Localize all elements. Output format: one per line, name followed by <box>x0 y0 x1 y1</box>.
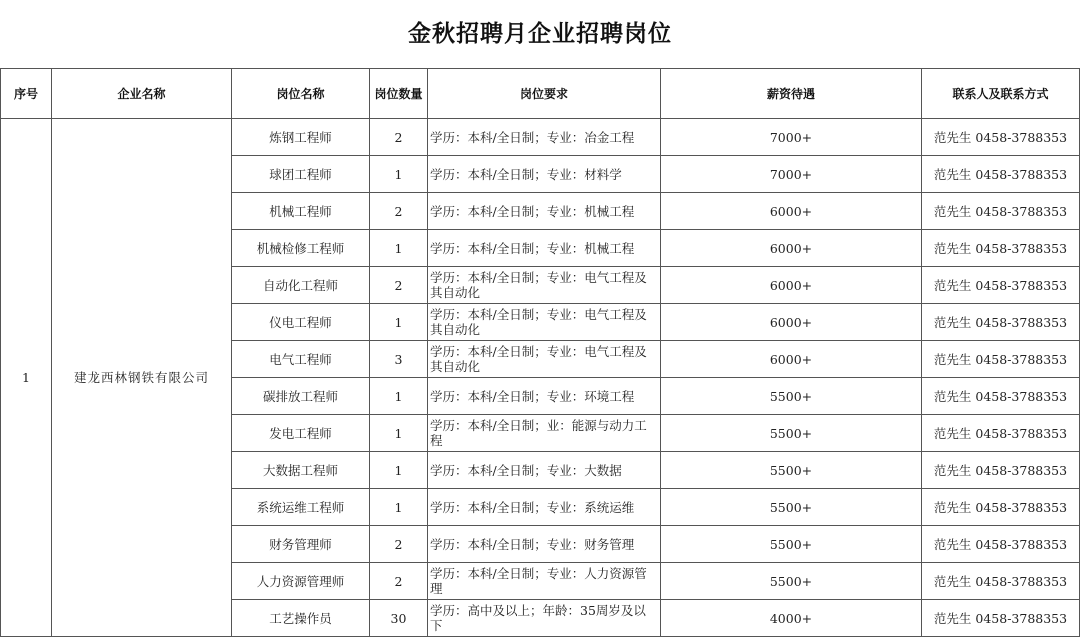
cell-contact: 范先生 0458-3788353 <box>922 267 1080 304</box>
cell-requirement: 学历：高中及以上；年龄：35周岁及以下 <box>428 600 661 637</box>
cell-requirement: 学历：本科/全日制；专业：机械工程 <box>428 230 661 267</box>
cell-count: 1 <box>370 230 428 267</box>
header-requirement: 岗位要求 <box>428 69 661 119</box>
cell-requirement: 学历：本科/全日制；专业：大数据 <box>428 452 661 489</box>
cell-count: 2 <box>370 193 428 230</box>
cell-requirement: 学历：本科/全日制；专业：电气工程及其自动化 <box>428 341 661 378</box>
cell-contact: 范先生 0458-3788353 <box>922 452 1080 489</box>
cell-requirement: 学历：本科/全日制；业：能源与动力工程 <box>428 415 661 452</box>
cell-contact: 范先生 0458-3788353 <box>922 230 1080 267</box>
cell-contact: 范先生 0458-3788353 <box>922 119 1080 156</box>
cell-count: 1 <box>370 304 428 341</box>
cell-contact: 范先生 0458-3788353 <box>922 415 1080 452</box>
cell-requirement: 学历：本科/全日制；专业：电气工程及其自动化 <box>428 267 661 304</box>
cell-count: 30 <box>370 600 428 637</box>
cell-salary: 7000+ <box>661 156 922 193</box>
header-row <box>1 69 1080 119</box>
cell-contact: 范先生 0458-3788353 <box>922 489 1080 526</box>
cell-salary: 6000+ <box>661 304 922 341</box>
cell-salary: 5500+ <box>661 452 922 489</box>
header-seq: 序号 <box>1 69 52 119</box>
cell-contact: 范先生 0458-3788353 <box>922 600 1080 637</box>
cell-count: 1 <box>370 489 428 526</box>
cell-salary: 5500+ <box>661 563 922 600</box>
cell-position: 碳排放工程师 <box>232 378 370 415</box>
cell-salary: 7000+ <box>661 119 922 156</box>
table-row <box>1 119 1080 156</box>
cell-contact: 范先生 0458-3788353 <box>922 156 1080 193</box>
cell-position: 系统运维工程师 <box>232 489 370 526</box>
cell-contact: 范先生 0458-3788353 <box>922 304 1080 341</box>
header-contact: 联系人及联系方式 <box>922 69 1080 119</box>
cell-position: 大数据工程师 <box>232 452 370 489</box>
page-title: 金秋招聘月企业招聘岗位 <box>408 21 672 47</box>
cell-company: 建龙西林钢铁有限公司 <box>52 119 232 637</box>
cell-count: 1 <box>370 156 428 193</box>
cell-position: 发电工程师 <box>232 415 370 452</box>
cell-count: 3 <box>370 341 428 378</box>
cell-requirement: 学历：本科/全日制；专业：系统运维 <box>428 489 661 526</box>
cell-contact: 范先生 0458-3788353 <box>922 378 1080 415</box>
cell-contact: 范先生 0458-3788353 <box>922 563 1080 600</box>
cell-contact: 范先生 0458-3788353 <box>922 526 1080 563</box>
cell-position: 机械检修工程师 <box>232 230 370 267</box>
header-salary: 薪资待遇 <box>661 69 922 119</box>
cell-requirement: 学历：本科/全日制；专业：财务管理 <box>428 526 661 563</box>
cell-requirement: 学历：本科/全日制；专业：电气工程及其自动化 <box>428 304 661 341</box>
cell-position: 财务管理师 <box>232 526 370 563</box>
cell-salary: 6000+ <box>661 230 922 267</box>
cell-requirement: 学历：本科/全日制；专业：冶金工程 <box>428 119 661 156</box>
cell-position: 仪电工程师 <box>232 304 370 341</box>
cell-salary: 5500+ <box>661 378 922 415</box>
cell-position: 人力资源管理师 <box>232 563 370 600</box>
cell-contact: 范先生 0458-3788353 <box>922 193 1080 230</box>
cell-seq: 1 <box>1 119 52 637</box>
cell-requirement: 学历：本科/全日制；专业：材料学 <box>428 156 661 193</box>
jobs-table <box>0 68 1080 637</box>
cell-count: 2 <box>370 563 428 600</box>
cell-salary: 4000+ <box>661 600 922 637</box>
cell-contact: 范先生 0458-3788353 <box>922 341 1080 378</box>
cell-salary: 5500+ <box>661 415 922 452</box>
cell-salary: 6000+ <box>661 267 922 304</box>
cell-salary: 5500+ <box>661 526 922 563</box>
cell-position: 炼钢工程师 <box>232 119 370 156</box>
cell-position: 电气工程师 <box>232 341 370 378</box>
cell-salary: 6000+ <box>661 193 922 230</box>
cell-count: 2 <box>370 119 428 156</box>
cell-position: 球团工程师 <box>232 156 370 193</box>
cell-salary: 5500+ <box>661 489 922 526</box>
header-count: 岗位数量 <box>370 69 428 119</box>
cell-requirement: 学历：本科/全日制；专业：人力资源管理 <box>428 563 661 600</box>
cell-count: 2 <box>370 526 428 563</box>
header-company: 企业名称 <box>52 69 232 119</box>
cell-count: 1 <box>370 378 428 415</box>
cell-requirement: 学历：本科/全日制；专业：环境工程 <box>428 378 661 415</box>
cell-position: 自动化工程师 <box>232 267 370 304</box>
cell-count: 1 <box>370 452 428 489</box>
cell-position: 机械工程师 <box>232 193 370 230</box>
cell-salary: 6000+ <box>661 341 922 378</box>
header-position: 岗位名称 <box>232 69 370 119</box>
cell-position: 工艺操作员 <box>232 600 370 637</box>
cell-count: 1 <box>370 415 428 452</box>
cell-requirement: 学历：本科/全日制；专业：机械工程 <box>428 193 661 230</box>
cell-count: 2 <box>370 267 428 304</box>
